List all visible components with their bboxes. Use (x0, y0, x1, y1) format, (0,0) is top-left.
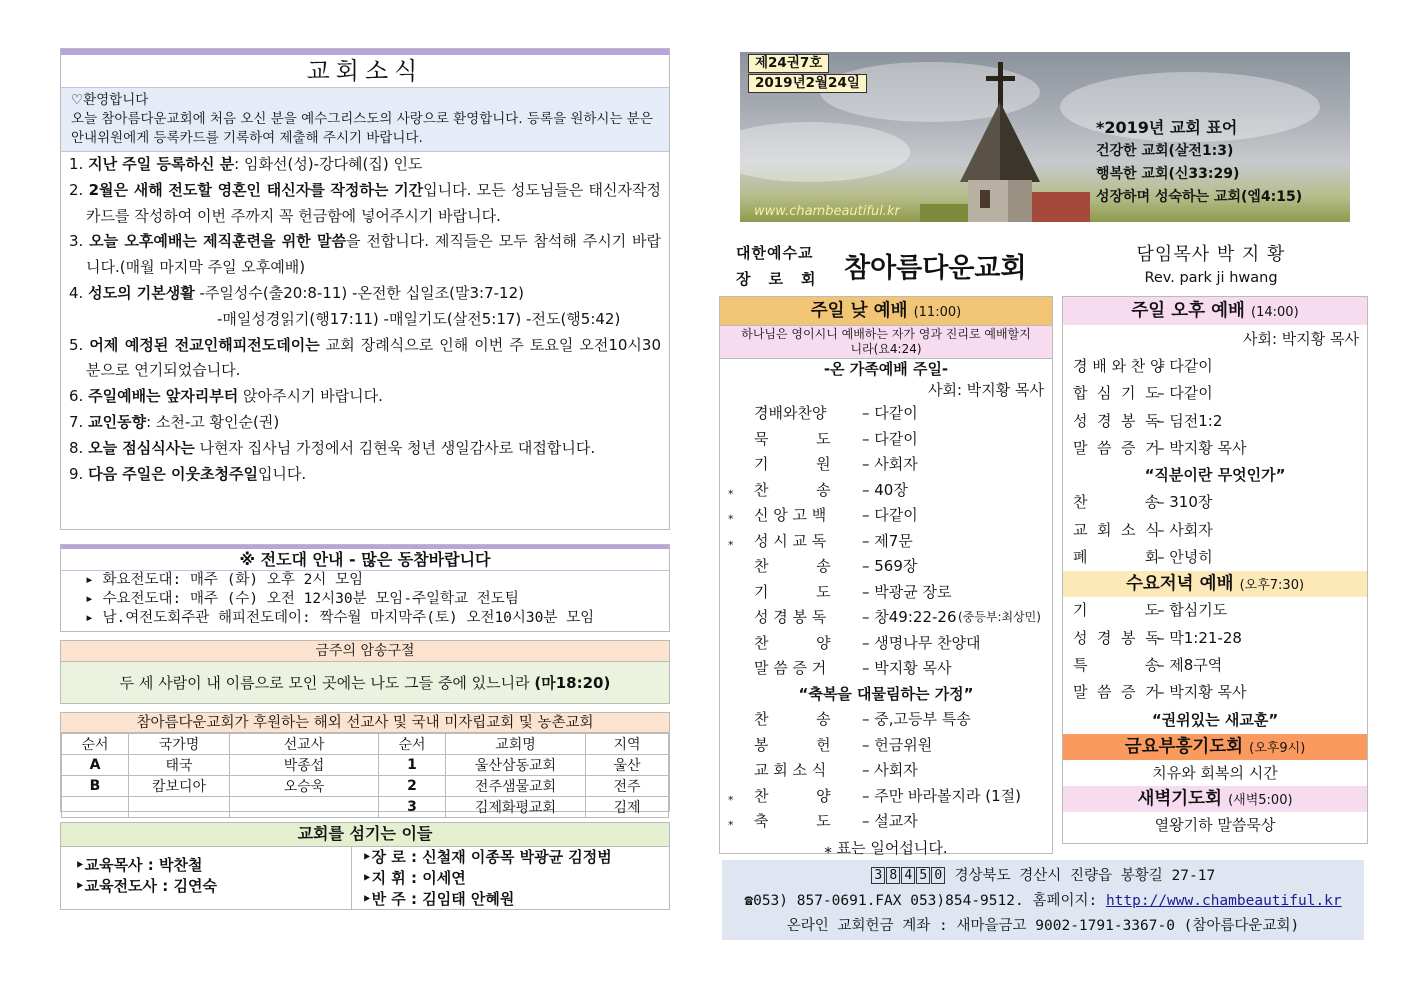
sunday-am-presider: 사회: 박지황 목사 (927, 381, 1044, 399)
worship-order-row (720, 656, 1052, 682)
memory-verse-box (60, 640, 670, 704)
order-value: – 569장 (862, 557, 918, 575)
table-header-row: 순서 국가명 선교사 순서 교회명 지역 (62, 734, 669, 755)
order-value: – 중,고등부 특송 (862, 710, 971, 728)
table-row: A 태국 박종섭 1 울산삼동교회 울산 (62, 755, 669, 776)
standing-mark: ⁎ (728, 483, 734, 497)
sunday-pm-sermon-title: “직분이란 무엇인가” (1144, 466, 1286, 485)
news-item-6: 6. 주일예배는 앞자리부터 앉아주시기 바랍니다. (69, 387, 383, 406)
order-value: – 박지황 목사 (1157, 683, 1247, 702)
church-news-box (60, 48, 670, 530)
order-value: – 다같이 (862, 506, 918, 524)
servers-right (351, 847, 669, 909)
date-label: 2019년2월24일 (748, 74, 867, 93)
order-value: – 막1:21-28 (1157, 628, 1242, 647)
standing-note: ⁎ 표는 일어섭니다. (824, 838, 948, 857)
order-item: 특 송 (1073, 655, 1160, 674)
dawn-prayer-text: 열왕기하 말씀묵상 (1154, 815, 1276, 834)
church-steeple-image (920, 62, 1090, 222)
order-note: (중등부:최상민) (958, 610, 1041, 624)
welcome-text: 오늘 참아름다운교회에 처음 오신 분을 예수그리스도의 사랑으로 환영합니다. 등록을 원하시는 분은 안내위원에게 등록카드를 기록하여 제출해 주시기 바랍니다. (71, 111, 653, 146)
news-item-2: 2. 2월은 새해 전도할 영혼인 태신자를 작정하는 기간입니다. 모든 성도님들은 태신자작정카드를 작성하여 이번 주까지 꼭 헌금함에 넣어주시기 바랍니다. (69, 180, 661, 225)
sunday-morning-service (719, 296, 1053, 857)
conductor: ‣지 휘 : 이세연 (362, 869, 466, 887)
news-list (61, 152, 669, 487)
news-item-5: 5. 어제 예정된 전교인해피전도데이는 교회 장례식으로 인해 이번 주 토요일 오전10시30분으로 연기되었습니다. (69, 335, 661, 380)
worship-order-row (720, 707, 1052, 733)
order-item: 성 경 봉 독 (754, 608, 827, 626)
sunday-am-sermon-title: “축복을 대물림하는 가정” (798, 684, 974, 703)
order-item: 말 씀 증 거 (1073, 683, 1160, 702)
standing-mark: ⁎ (728, 815, 734, 828)
order-value: – 40장 (862, 480, 908, 499)
worship-order-row (720, 631, 1052, 657)
worship-order-row (1063, 597, 1367, 624)
hero-banner (740, 52, 1350, 222)
education-pastor: ‣교육목사 : 박찬철 (75, 856, 203, 874)
order-value: – 다같이 (862, 429, 918, 448)
worship-order-row (720, 580, 1052, 606)
worship-order-row (1063, 353, 1367, 380)
order-item: 봉 헌 (754, 735, 831, 754)
supported-table (61, 733, 669, 818)
order-item: 묵 도 (754, 429, 831, 448)
evangelism-line-2: ▸ 수요전도대: 매주 (수) 오전 12시30분 모임-주일학교 전도팀 (85, 591, 519, 607)
senior-pastor-en: Rev. park ji hwang (1144, 270, 1278, 286)
worship-order-row (720, 605, 1052, 631)
order-value: – 제8구역 (1157, 655, 1223, 674)
sunday-pm-presider: 사회: 박지황 목사 (1242, 330, 1359, 348)
motto-title: *2019년 교회 표어 (1096, 118, 1238, 137)
denomination: 대한예수교 장로회 (736, 244, 834, 288)
order-item: 찬 송 (754, 557, 831, 575)
wednesday-sermon-title: “권위있는 새교훈” (1151, 710, 1279, 729)
senior-pastor: 담임목사 박 지 황 (1136, 244, 1286, 265)
worship-order-row (1063, 380, 1367, 407)
order-value: – 사회자 (1157, 520, 1213, 539)
worship-order-row (720, 554, 1052, 580)
account-line: 온라인 교회헌금 계좌 : 새마을금고 9002-1791-3367-0 (참아름다운교회) (786, 918, 1300, 934)
order-value: – 안녕히 (1157, 548, 1213, 567)
table-row: B 캄보디아 오승욱 2 전주샘물교회 전주 (62, 776, 669, 797)
news-item-9: 9. 다음 주일은 이웃초청주일입니다. (69, 464, 307, 483)
family-service-label: -온 가족예배 주일- (823, 360, 949, 378)
order-value: – 다같이 (862, 404, 918, 422)
order-item: 신 앙 고 백 (754, 506, 827, 524)
order-item: 찬 양 (754, 633, 831, 652)
hero-url: www.chambeautiful.kr (754, 204, 900, 219)
memory-verse-text: 두 세 사람이 내 이름으로 모인 곳에는 나도 그들 중에 있느니라 (마18:20) (119, 674, 611, 692)
motto-line-3: 성장하며 성숙하는 교회(엡4:15) (1096, 189, 1303, 205)
church-name: 참아름다운교회 (844, 253, 1027, 284)
worship-order-row (1063, 408, 1367, 435)
zip-code: 3 8 4 5 0 (871, 864, 946, 889)
order-value: – 딤전1:2 (1157, 411, 1223, 430)
worship-order-row (720, 758, 1052, 784)
sunday-afternoon-service (1062, 296, 1368, 844)
order-item: 폐 회 (1073, 548, 1160, 567)
order-item: 찬 송 (754, 710, 831, 728)
order-value: – 합심기도 (1157, 601, 1228, 620)
evangelism-team-box (60, 544, 670, 632)
order-value: – 제7문 (862, 531, 913, 550)
worship-order-row (720, 809, 1052, 835)
volume-label: 제24권7호 (748, 54, 829, 73)
evangelism-line-3: ▸ 남.여전도회주관 해피전도데이: 짝수월 마지막주(토) 오전10시30분 모임 (85, 610, 595, 626)
church-servers-box (60, 822, 670, 910)
worship-order-row (720, 452, 1052, 478)
order-item: 성 경 봉 독 (1073, 628, 1160, 647)
church-header (722, 238, 1362, 294)
order-value: – 주만 바라볼지라 (1절) (862, 786, 1021, 805)
worship-order-row (720, 784, 1052, 810)
worship-order-row (1063, 679, 1367, 706)
order-item: 교 회 소 식 (754, 761, 827, 779)
servers-title: 교회를 섬기는 이들 (61, 823, 669, 847)
table-row: 3 김제화평교회 김제 (62, 797, 669, 818)
order-item: 말 씀 증 거 (1073, 438, 1160, 457)
order-value: – 생명나무 찬양대 (862, 633, 981, 652)
standing-mark: ⁎ (728, 534, 734, 548)
order-item: 말 씀 증 거 (754, 659, 827, 677)
church-footer (722, 860, 1364, 940)
servers-left (61, 847, 351, 909)
sunday-am-title: 주일 낮 예배 (11:00) (720, 297, 1052, 325)
worship-order-row (1063, 517, 1367, 544)
worship-order-row (720, 478, 1052, 504)
order-value: – 사회자 (862, 455, 918, 473)
order-item: 경 배 와 찬 양 (1073, 357, 1165, 375)
worship-order-row (1063, 435, 1367, 462)
sunday-am-subtitle: 하나님은 영이시니 예배하는 자가 영과 진리로 예배할지니라(요4:24) (720, 325, 1052, 359)
order-item: 경배와찬양 (754, 404, 827, 422)
motto-line-1: 건강한 교회(살전1:3) (1096, 143, 1234, 159)
order-value: – 사회자 (862, 761, 918, 779)
address-line: 3 8 4 5 0 경상북도 경산시 진량읍 봉황길 27-17 (722, 864, 1364, 889)
education-evangelist: ‣교육전도사 : 김연숙 (75, 877, 217, 895)
homepage-link[interactable]: http://www.chambeautiful.kr (1105, 893, 1342, 909)
order-item: 교 회 소 식 (1073, 520, 1160, 539)
order-item: 찬 송 (1073, 493, 1160, 512)
order-value: – 다같이 (1157, 357, 1213, 375)
order-value: – 박지황 목사 (862, 659, 952, 677)
friday-prayer-title: 금요부흥기도회 (오후9시) (1063, 734, 1367, 760)
news-item-7: 7. 교인동향: 소천-고 황인순(권) (69, 412, 280, 431)
church-motto (1096, 116, 1302, 209)
standing-mark: ⁎ (728, 509, 734, 522)
worship-order-row (1063, 625, 1367, 652)
dawn-prayer-title: 새벽기도회 (새벽5:00) (1063, 786, 1367, 812)
elders: ‣장 로 : 신철재 이종목 박광균 김정범 (362, 848, 612, 866)
order-item: 합 심 기 도 (1073, 384, 1160, 403)
order-item: 찬 양 (754, 786, 831, 805)
order-value: – 박지황 목사 (1157, 438, 1247, 457)
order-item: 찬 송 (754, 480, 831, 499)
order-value: – 박광균 장로 (862, 582, 952, 601)
order-item: 성 경 봉 독 (1073, 411, 1160, 430)
worship-order-row (720, 733, 1052, 759)
worship-order-row (1063, 652, 1367, 679)
contact-line: ☎053) 857-0691.FAX 053)854-9512. 홈페이지: http://www.chambeautiful.kr (744, 893, 1342, 909)
evangelism-line-1: ▸ 화요전도대: 매주 (화) 오후 2시 모임 (85, 572, 364, 588)
motto-line-2: 행복한 교회(신33:29) (1096, 166, 1240, 182)
order-item: 기 도 (1073, 601, 1160, 620)
order-item: 축 도 (754, 812, 831, 830)
sunday-pm-title: 주일 오후 예배 (14:00) (1063, 297, 1367, 325)
order-item: 기 도 (754, 582, 831, 601)
news-item-8: 8. 오늘 점심식사는 나현자 집사님 가정에서 김현욱 청년 생일감사로 대접합니다. (69, 438, 596, 457)
news-title: 교회소식 (61, 55, 669, 88)
memory-verse-title: 금주의 암송구절 (61, 641, 669, 662)
order-item: 기 원 (754, 455, 831, 473)
order-value: – 310장 (1157, 493, 1213, 512)
supported-churches-box (60, 712, 670, 816)
order-item: 성 시 교 독 (754, 531, 827, 550)
accompanists: ‣반 주 : 김임태 안혜원 (362, 890, 515, 908)
evangelism-title: ※ 전도대 안내 - 많은 동참바랍니다 (61, 549, 669, 571)
worship-order-row (720, 503, 1052, 529)
friday-prayer-text: 치유와 회복의 시간 (1152, 763, 1278, 782)
news-item-3: 3. 오늘 오후예배는 제직훈련을 위한 말씀을 전합니다. 제직들은 모두 참석해 주시기 바랍니다.(매월 마지막 주일 오후예배) (69, 232, 661, 277)
worship-order-row (720, 427, 1052, 453)
supported-title: 참아름다운교회가 후원하는 해외 선교사 및 국내 미자립교회 및 농촌교회 (61, 713, 669, 733)
worship-order-row (1063, 489, 1367, 516)
order-value: – 헌금위원 (862, 735, 933, 754)
wednesday-service-title: 수요저녁 예배 (오후7:30) (1063, 571, 1367, 597)
order-value: – 창49:22-26 (862, 608, 957, 626)
welcome-heading: ♡환영합니다 (71, 92, 149, 108)
worship-order-row (720, 529, 1052, 555)
worship-order-row (1063, 544, 1367, 571)
worship-order-row (720, 401, 1052, 427)
order-value: – 다같이 (1157, 384, 1213, 403)
welcome-box (61, 88, 669, 152)
news-item-4: 4. 성도의 기본생활 -주일성수(출20:8-11) -온전한 십일조(말3:7-12) -매일성경읽기(행17:11) -매일기도(살전5:17) -전도(행5:42) (69, 283, 621, 328)
news-item-1: 1. 지난 주일 등록하신 분: 임화선(성)-강다혜(집) 인도 (69, 155, 423, 173)
order-value: – 설교자 (862, 812, 918, 830)
standing-mark: ⁎ (728, 789, 734, 803)
